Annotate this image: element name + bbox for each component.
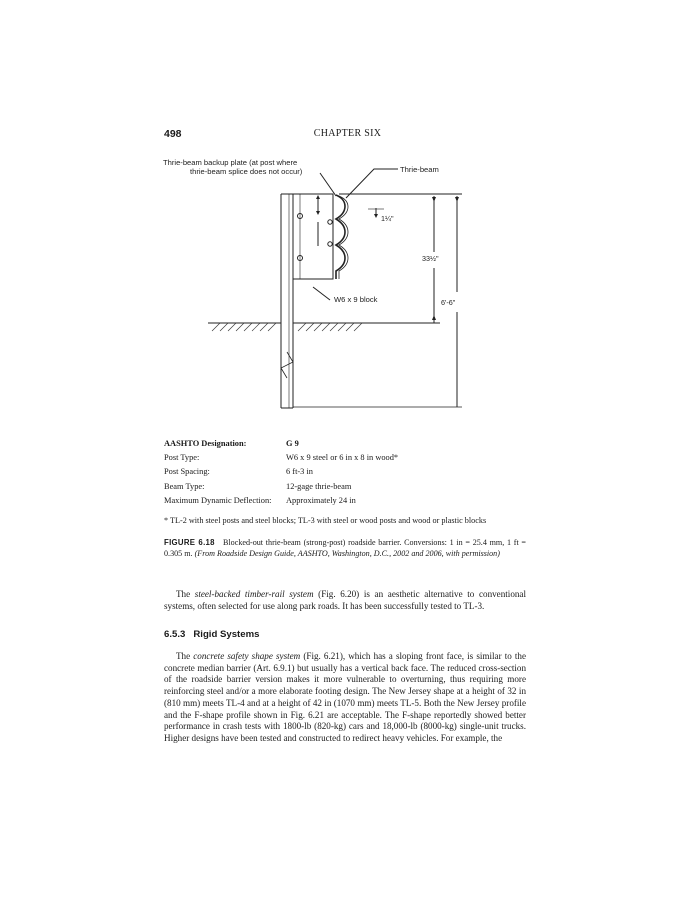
paragraph-timber-rail: The steel-backed timber-rail system (Fig. 6.20) is an aesthetic alternative to conventional systems, often selected for use along park roads. It has been successfully tested to TL-3. <box>164 589 526 611</box>
paragraph-concrete-shape: The concrete safety shape system (Fig. 6.21), which has a sloping front face, is similar to the concrete median barrier (Art. 6.9.1) but usually has a vertical back face. The reduced cross-section of the roadside barrier version makes it more vulnerable to overturning, thus requiring more reinforcing steel and/or a more elaborate footing design. The New Jersey shape at a height of 32 in (810 mm) meets TL-4 and at a height of 42 in (1070 mm) meets TL-5. Both the New Jersey profile and the F-shape profile shown in Fig. 6.21 are acceptable. The F-shape reportedly showed better performance in crash tests with 1800-lb (820-kg) cars and 18,000-lb (8000-kg) single-unit trucks. Higher designs have been tested and constructed to redirect heavy vehicles. For example, the <box>164 651 526 743</box>
dim-total-label: 6'-6" <box>441 298 456 307</box>
dim-height-label: 33½" <box>422 254 439 263</box>
footnote: * TL-2 with steel posts and steel blocks; TL-3 with steel or wood posts and wood or plastic blocks <box>164 516 487 525</box>
caption-source: (From Roadside Design Guide, AASHTO, Washington, D.C., 2002 and 2006, with permission) <box>194 548 500 558</box>
thrie-beam-barrier-diagram <box>0 0 695 430</box>
break-mark-icon <box>281 352 293 378</box>
thrie-beam-label: Thrie-beam <box>400 165 439 174</box>
section-heading: 6.5.3 Rigid Systems <box>164 629 260 640</box>
backup-plate-label-1: Thrie-beam backup plate (at post where <box>163 158 298 167</box>
block-label: W6 x 9 block <box>334 295 378 304</box>
spec-row: Beam Type: 12-gage thrie-beam <box>164 481 352 491</box>
figure-caption <box>164 538 526 559</box>
backup-plate-label-2: thrie-beam splice does not occur) <box>190 167 303 176</box>
spec-row: Maximum Dynamic Deflection: Approximately 24 in <box>164 495 356 505</box>
caption-label: FIGURE 6.18 <box>164 538 215 547</box>
block-leader <box>313 287 330 300</box>
page-number: 498 <box>164 128 182 140</box>
ground-hatch <box>212 323 362 331</box>
spec-table <box>164 437 546 508</box>
caption-text: Blocked-out thrie-beam (strong-post) roadside barrier. Conversions: 1 in = 25.4 mm, 1 ft = 0.305 m. <box>164 538 526 558</box>
thrie-beam-profile <box>336 195 345 279</box>
backup-plate-leader <box>320 173 336 196</box>
spec-row: Post Type: W6 x 9 steel or 6 in x 8 in wood* <box>164 453 399 463</box>
spec-row: AASHTO Designation: G 9 <box>164 439 299 448</box>
dim-beam-label: 1¼" <box>381 214 394 223</box>
spec-row: Post Spacing: 6 ft-3 in <box>164 467 313 477</box>
chapter-title: CHAPTER SIX <box>313 128 382 139</box>
w6x9-block <box>293 194 333 279</box>
post <box>281 194 293 408</box>
